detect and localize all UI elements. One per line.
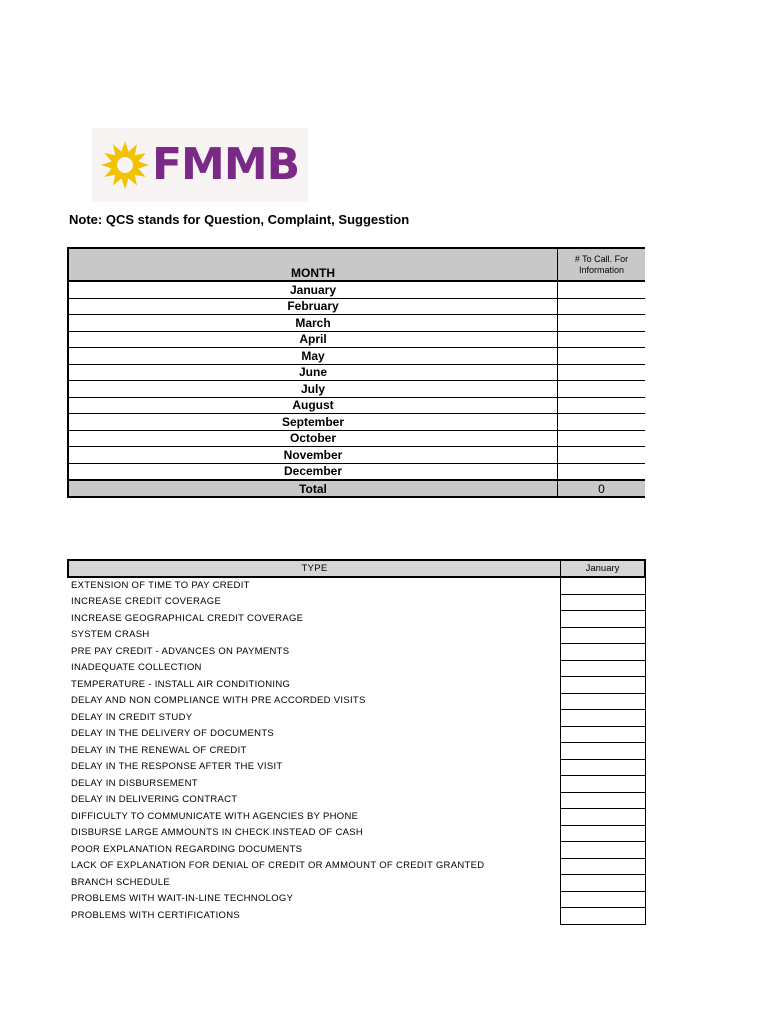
type-row (68, 809, 645, 826)
month-value-cell[interactable] (558, 315, 646, 332)
month-row (68, 364, 645, 381)
type-value-cell[interactable] (561, 743, 646, 760)
calls-header: # To Call. For Information (558, 248, 646, 281)
month-row (68, 298, 645, 315)
type-value-cell[interactable] (561, 825, 646, 842)
type-row (68, 825, 645, 842)
logo-text: FMMB (152, 139, 300, 190)
type-label: INCREASE GEOGRAPHICAL CREDIT COVERAGE (71, 612, 304, 624)
month-label: July (68, 381, 558, 398)
type-row (68, 577, 645, 594)
month-value-cell[interactable] (558, 463, 646, 480)
month-value-cell[interactable] (558, 331, 646, 348)
month-row (68, 430, 645, 447)
month-label: November (68, 447, 558, 464)
type-label: SYSTEM CRASH (71, 629, 150, 641)
type-row (68, 644, 645, 661)
type-label: LACK OF EXPLANATION FOR DENIAL OF CREDIT OR AMMOUNT OF CREDIT GRANTED (71, 860, 485, 872)
month-row (68, 381, 645, 398)
type-label: DELAY IN DISBURSEMENT (71, 777, 198, 789)
type-label: DELAY AND NON COMPLIANCE WITH PRE ACCORDED VISITS (71, 695, 366, 707)
month-label: October (68, 430, 558, 447)
month-label: January (68, 281, 558, 298)
type-label: DELAY IN DELIVERING CONTRACT (71, 794, 238, 806)
type-row (68, 743, 645, 760)
month-value-cell[interactable] (558, 397, 646, 414)
type-label: DIFFICULTY TO COMMUNICATE WITH AGENCIES BY PHONE (71, 810, 359, 822)
month-value-cell[interactable] (558, 447, 646, 464)
type-label: EXTENSION OF TIME TO PAY CREDIT (71, 580, 250, 591)
month-row (68, 348, 645, 365)
type-row (68, 759, 645, 776)
type-value-cell[interactable] (561, 660, 646, 677)
type-value-cell[interactable] (561, 710, 646, 727)
month-table (67, 247, 645, 498)
type-value-cell[interactable] (561, 908, 646, 925)
month-row (68, 414, 645, 431)
type-row (68, 776, 645, 793)
type-value-cell[interactable] (561, 842, 646, 859)
total-label: Total (68, 480, 558, 497)
month-row (68, 447, 645, 464)
type-label: DELAY IN CREDIT STUDY (71, 711, 193, 723)
month-row (68, 397, 645, 414)
type-row (68, 677, 645, 694)
type-row (68, 627, 645, 644)
type-value-cell[interactable] (561, 577, 646, 594)
type-row (68, 611, 645, 628)
month-label: June (68, 364, 558, 381)
type-table-header (68, 560, 645, 577)
type-label: POOR EXPLANATION REGARDING DOCUMENTS (71, 843, 303, 855)
type-value-cell[interactable] (561, 891, 646, 908)
type-value-cell[interactable] (561, 627, 646, 644)
sun-icon (100, 140, 150, 190)
type-label: DELAY IN THE RENEWAL OF CREDIT (71, 744, 247, 756)
type-row (68, 594, 645, 611)
type-value-cell[interactable] (561, 875, 646, 892)
month-label: December (68, 463, 558, 480)
type-label: PRE PAY CREDIT - ADVANCES ON PAYMENTS (71, 645, 290, 657)
month-table-header (68, 248, 645, 281)
month-label: April (68, 331, 558, 348)
type-value-cell[interactable] (561, 594, 646, 611)
type-row (68, 710, 645, 727)
type-label: PROBLEMS WITH CERTIFICATIONS (71, 909, 241, 921)
type-label: INADEQUATE COLLECTION (71, 662, 202, 674)
month-label: March (68, 315, 558, 332)
type-row (68, 908, 645, 925)
type-label: TEMPERATURE - INSTALL AIR CONDITIONING (71, 678, 291, 690)
type-label: BRANCH SCHEDULE (71, 876, 170, 888)
type-table (67, 559, 646, 925)
type-value-cell[interactable] (561, 611, 646, 628)
month-value-cell[interactable] (558, 281, 646, 298)
total-row (68, 480, 645, 497)
month-value-cell[interactable] (558, 430, 646, 447)
type-label: DISBURSE LARGE AMMOUNTS IN CHECK INSTEAD OF CASH (71, 827, 364, 839)
type-value-cell[interactable] (561, 677, 646, 694)
type-value-cell[interactable] (561, 759, 646, 776)
month-value-cell[interactable] (558, 414, 646, 431)
note-text: Note: QCS stands for Question, Complaint, Suggestion (69, 212, 410, 227)
type-header: TYPE (68, 560, 561, 577)
month-label: September (68, 414, 558, 431)
type-value-cell[interactable] (561, 776, 646, 793)
month-header: MONTH (68, 248, 558, 281)
type-row (68, 875, 645, 892)
month-label: August (68, 397, 558, 414)
month-value-cell[interactable] (558, 381, 646, 398)
type-row (68, 891, 645, 908)
type-value-cell[interactable] (561, 809, 646, 826)
month-label: February (68, 298, 558, 315)
type-label: INCREASE CREDIT COVERAGE (71, 596, 222, 608)
type-value-cell[interactable] (561, 792, 646, 809)
month-row (68, 315, 645, 332)
fmmb-logo (92, 128, 308, 202)
type-row (68, 792, 645, 809)
january-header: January (561, 560, 646, 577)
type-label: DELAY IN THE DELIVERY OF DOCUMENTS (71, 728, 275, 740)
month-value-cell[interactable] (558, 364, 646, 381)
type-row (68, 726, 645, 743)
type-row (68, 693, 645, 710)
month-value-cell[interactable] (558, 348, 646, 365)
type-value-cell[interactable] (561, 693, 646, 710)
type-label: DELAY IN THE RESPONSE AFTER THE VISIT (71, 761, 283, 773)
month-label: May (68, 348, 558, 365)
type-row (68, 660, 645, 677)
type-label: PROBLEMS WITH WAIT-IN-LINE TECHNOLOGY (71, 893, 294, 905)
month-row (68, 281, 645, 298)
month-value-cell[interactable] (558, 298, 646, 315)
type-row (68, 842, 645, 859)
month-row (68, 463, 645, 480)
type-value-cell[interactable] (561, 858, 646, 875)
total-value: 0 (558, 480, 646, 497)
type-row (68, 858, 645, 875)
type-value-cell[interactable] (561, 644, 646, 661)
type-value-cell[interactable] (561, 726, 646, 743)
month-row (68, 331, 645, 348)
